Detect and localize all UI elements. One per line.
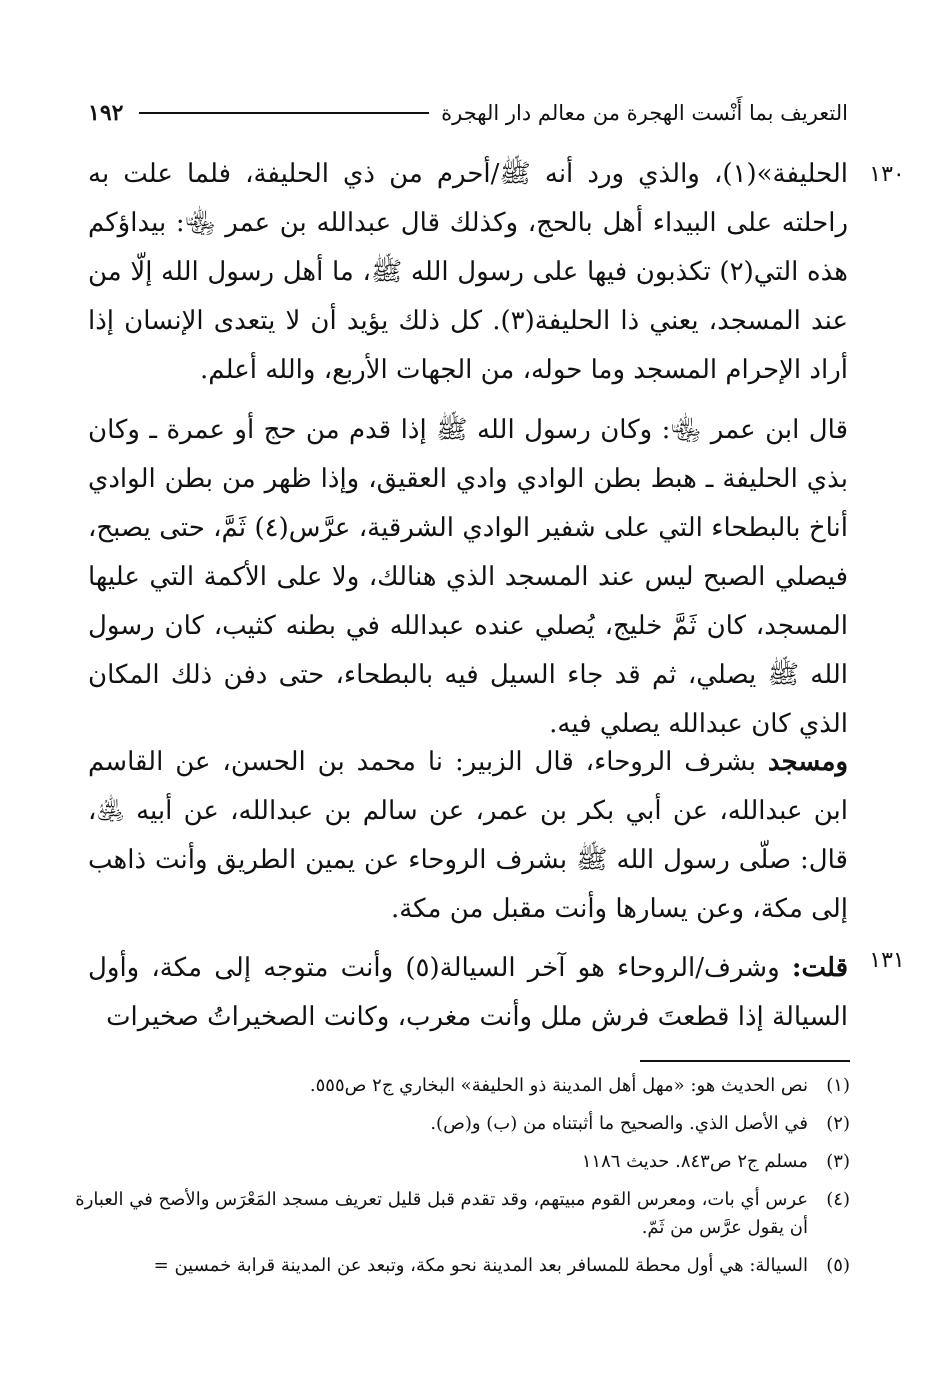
footnote-number: (١) [826,1075,850,1096]
margin-number: ١٣٠ [869,162,905,187]
footnote-text: السيالة: هي أول محطة للمسافر بعد المدينة نحو مكة، وتبعد عن المدينة قرابة خمسين = [153,1255,808,1276]
paragraph: الحليفة»(١)، والذي ورد أنه ﷺ/أحرم من ذي الحليفة، فلما علت به راحلته على البيداء أهل بالحج، وكذلك قال عبدالله بن عمر ﵄: بيداؤكم هذه التي(٢) تكذبون فيها على رسول الله ﷺ، ما أهل رسول الله إلّا من عند المسجد، يعني ذا الحليفة(٣). كل ذلك يؤيد أن لا يتعدى الإنسان إذا أراد الإحرام المسجد وما حوله، من الجهات الأربع، والله أعلم. [88,159,848,385]
footnote [60,1072,850,1100]
page-number: ١٩٢ [88,100,124,126]
footnote-text: مسلم ج٢ ص٨٤٣. حديث ١١٨٦ [581,1151,808,1172]
header-title: التعريف بما أَنْست الهجرة من معالم دار الهجرة [441,101,848,125]
header-rule [139,112,429,114]
footnote-number: (٢) [826,1113,850,1134]
paragraph: قال ابن عمر ﵄: وكان رسول الله ﷺ إذا قدم من حج أو عمرة ـ وكان بذي الحليفة ـ هبط بطن الوادي وادي العقيق، وإذا ظهر من بطن الوادي أناخ بالبطحاء التي على شفير الوادي الشرقية، عرَّس(٤) ثَمَّ، حتى يصبح، فيصلي الصبح ليس عند المسجد الذي هنالك، ولا على الأكمة التي عليها المسجد، كان ثَمَّ خليج، يُصلي عنده عبدالله في بطنه كثيب، كان رسول الله ﷺ يصلي، ثم قد جاء السيل فيه بالبطحاء، حتى دفن ذلك المكان الذي كان عبدالله يصلي فيه. [88,415,849,739]
footnote [60,1148,850,1176]
footnote-text: في الأصل الذي. والصحيح ما أثبتناه من (ب) و(ص). [430,1113,808,1134]
footnotes [60,1072,850,1290]
paragraph-body: وشرف/الروحاء هو آخر السيالة(٥) وأنت متوجه إلى مكة، وأول السيالة إذا قطعتَ فرش ملل وأنت مغرب، وكانت الصخيراتُ صخيرات [88,953,848,1032]
footnote-text: نص الحديث هو: «مهل أهل المدينة ذو الحليفة» البخاري ج٢ ص٥٥٥. [309,1075,808,1096]
running-header [88,96,848,130]
footnote-number: (٤) [826,1189,850,1210]
footnote-separator [640,1060,850,1062]
paragraph-body: بشرف الروحاء، قال الزبير: نا محمد بن الحسن، عن القاسم ابن عبدالله، عن أبي بكر بن عمر، عن سالم بن عبدالله، عن أبيه ﵁، قال: صلّى رسول الله ﷺ بشرف الروحاء عن يمين الطريق وأنت ذاهب إلى مكة، وعن يسارها وأنت مقبل من مكة. [88,747,848,924]
paragraph-lead: قلت: [791,953,849,983]
footnote-text: عرس أي بات، ومعرس القوم مبيتهم، وقد تقدم قبل قليل تعريف مسجد المَعْرَس والأصح في العبارة أن يقول عرَّس من ثَمّ. [75,1189,808,1238]
footnote-number: (٥) [826,1255,850,1276]
footnote [60,1186,850,1242]
footnote [60,1110,850,1138]
paragraph [88,738,848,934]
paragraph-lead: ومسجد [767,747,848,777]
paragraph [88,944,848,1042]
footnote [60,1252,850,1280]
margin-number: ١٣١ [869,948,905,973]
footnote-number: (٣) [826,1151,850,1172]
